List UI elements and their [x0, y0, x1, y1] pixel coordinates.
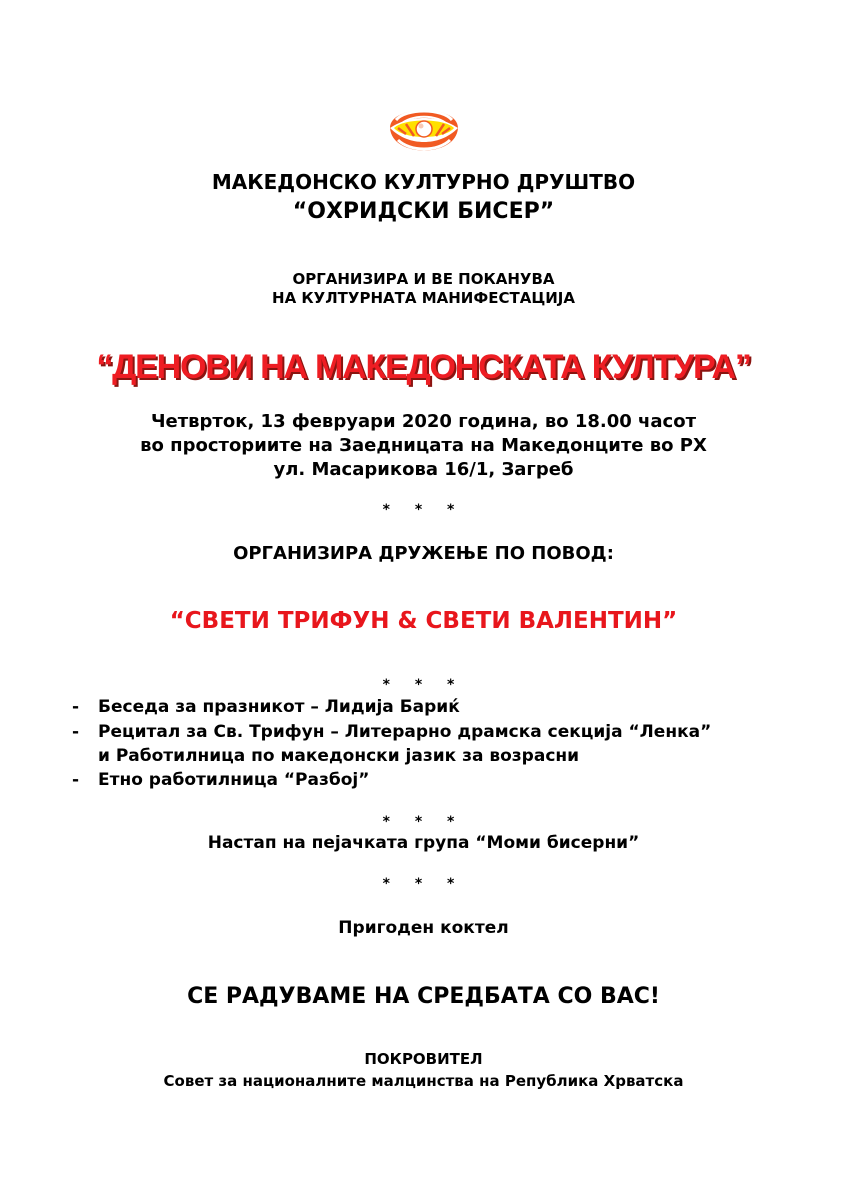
performance-line: Настап на пејачката група “Моми бисерни”	[207, 833, 640, 853]
oyster-pearl-logo-icon	[386, 98, 462, 164]
separator-stars: * * *	[382, 502, 465, 518]
list-dash: -	[72, 697, 80, 717]
program-item-text: Беседа за празникот – Лидија Бариќ	[98, 697, 460, 717]
list-dash: -	[72, 722, 80, 742]
saints-title: “СВЕТИ ТРИФУН & СВЕТИ ВАЛЕНТИН”	[169, 608, 678, 634]
separator-stars: * * *	[382, 876, 465, 892]
separator-stars: * * *	[382, 677, 465, 693]
event-date-line: Четврток, 13 февруари 2020 година, во 18.00 часот	[150, 411, 697, 432]
sponsor-name: Совет за националните малцинства на Република Хрватска	[163, 1072, 684, 1090]
event-address-line: ул. Масарикова 16/1, Загреб	[273, 459, 574, 480]
closing-message: СЕ РАДУВАМЕ НА СРЕДБАТА СО ВАС!	[187, 984, 660, 1009]
invitation-line-1: ОРГАНИЗИРА И ВЕ ПОКАНУВА	[292, 270, 555, 288]
program-item-text: и Работилница по македонски јазик за возрасни	[98, 746, 580, 766]
separator-stars: * * *	[382, 814, 465, 830]
cocktail-line: Пригоден коктел	[338, 918, 509, 938]
organization-title: “ОХРИДСКИ БИСЕР”	[292, 199, 555, 224]
organization-name: МАКЕДОНСКО КУЛТУРНО ДРУШТВО	[211, 170, 636, 194]
occasion-heading: ОРГАНИЗИРА ДРУЖЕЊЕ ПО ПОВОД:	[233, 543, 614, 564]
program-item-text: Рецитал за Св. Трифун – Литерарно драмска секција “Ленка”	[98, 722, 712, 742]
festival-title: “ДЕНОВИ НА МАКЕДОНСКАТА КУЛТУРА”	[96, 348, 751, 386]
event-venue-line: во просториите на Заедницата на Македонците во РХ	[140, 435, 707, 456]
list-dash: -	[72, 770, 80, 790]
invitation-line-2: НА КУЛТУРНАТА МАНИФЕСТАЦИЈА	[272, 289, 575, 307]
program-item-text: Етно работилница “Разбој”	[98, 770, 370, 790]
sponsor-label: ПОКРОВИТЕЛ	[364, 1050, 483, 1068]
